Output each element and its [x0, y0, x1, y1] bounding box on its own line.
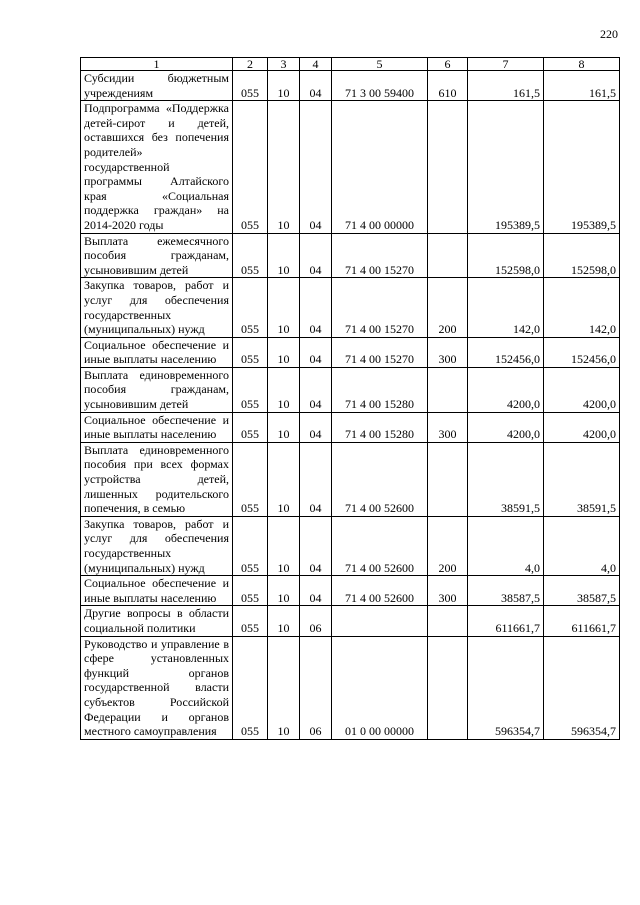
- row-sum-a: 4,0: [468, 516, 544, 575]
- row-ministry: 055: [233, 576, 268, 606]
- table-row: [81, 636, 620, 739]
- row-ministry: 055: [233, 101, 268, 233]
- row-target: 71 4 00 00000: [332, 101, 428, 233]
- row-subsection: 04: [300, 337, 332, 367]
- row-subsection: 04: [300, 412, 332, 442]
- row-sum-b: 596354,7: [544, 636, 620, 739]
- row-name: Социальное обеспечение и иные выплаты населению: [81, 337, 233, 367]
- table-row: [81, 71, 620, 101]
- row-sum-a: 4200,0: [468, 412, 544, 442]
- row-name: Выплата единовременного пособия при всех формах устройства детей, лишенных родительского попечения, в семью: [81, 442, 233, 516]
- col-header-3: 3: [268, 58, 300, 71]
- row-section: 10: [268, 278, 300, 337]
- page-number: 220: [600, 27, 618, 41]
- row-expense-type: [428, 442, 468, 516]
- row-target: 71 4 00 15280: [332, 367, 428, 412]
- row-name: Социальное обеспечение и иные выплаты населению: [81, 412, 233, 442]
- row-expense-type: 610: [428, 71, 468, 101]
- header-row: [81, 58, 620, 71]
- row-sum-a: 611661,7: [468, 606, 544, 636]
- row-ministry: 055: [233, 278, 268, 337]
- row-expense-type: 300: [428, 576, 468, 606]
- row-name: Другие вопросы в области социальной политики: [81, 606, 233, 636]
- row-target: 71 4 00 15270: [332, 233, 428, 278]
- row-section: 10: [268, 71, 300, 101]
- row-subsection: 04: [300, 71, 332, 101]
- row-section: 10: [268, 101, 300, 233]
- row-sum-b: 152456,0: [544, 337, 620, 367]
- row-name: Руководство и управление в сфере установленных функций органов государственной власти субъектов Российской Федерации и органов местного самоуправления: [81, 636, 233, 739]
- row-sum-b: 4200,0: [544, 367, 620, 412]
- row-subsection: 04: [300, 516, 332, 575]
- table-row: [81, 367, 620, 412]
- row-expense-type: [428, 636, 468, 739]
- col-header-6: 6: [428, 58, 468, 71]
- table-row: [81, 516, 620, 575]
- row-sum-a: 152456,0: [468, 337, 544, 367]
- col-header-7: 7: [468, 58, 544, 71]
- row-expense-type: [428, 233, 468, 278]
- row-section: 10: [268, 337, 300, 367]
- row-expense-type: 200: [428, 516, 468, 575]
- table-row: [81, 337, 620, 367]
- col-header-4: 4: [300, 58, 332, 71]
- row-sum-b: 38587,5: [544, 576, 620, 606]
- row-ministry: 055: [233, 442, 268, 516]
- row-section: 10: [268, 367, 300, 412]
- table-row: [81, 233, 620, 278]
- row-expense-type: [428, 606, 468, 636]
- row-sum-b: 152598,0: [544, 233, 620, 278]
- row-sum-b: 4200,0: [544, 412, 620, 442]
- table-row: [81, 442, 620, 516]
- row-target: 71 4 00 15270: [332, 337, 428, 367]
- row-expense-type: 300: [428, 412, 468, 442]
- row-section: 10: [268, 516, 300, 575]
- row-subsection: 04: [300, 101, 332, 233]
- table-row: [81, 101, 620, 233]
- row-name: Выплата единовременного пособия гражданам, усыновившим детей: [81, 367, 233, 412]
- budget-table: [80, 57, 620, 740]
- row-expense-type: [428, 101, 468, 233]
- row-subsection: 04: [300, 233, 332, 278]
- row-ministry: 055: [233, 71, 268, 101]
- row-sum-b: 195389,5: [544, 101, 620, 233]
- row-section: 10: [268, 576, 300, 606]
- row-target: 71 4 00 15270: [332, 278, 428, 337]
- row-name: Социальное обеспечение и иные выплаты населению: [81, 576, 233, 606]
- row-subsection: 04: [300, 278, 332, 337]
- row-sum-a: 161,5: [468, 71, 544, 101]
- row-ministry: 055: [233, 516, 268, 575]
- row-sum-a: 152598,0: [468, 233, 544, 278]
- row-sum-b: 4,0: [544, 516, 620, 575]
- table-row: [81, 606, 620, 636]
- row-section: 10: [268, 233, 300, 278]
- row-expense-type: 300: [428, 337, 468, 367]
- col-header-5: 5: [332, 58, 428, 71]
- row-sum-b: 38591,5: [544, 442, 620, 516]
- row-subsection: 04: [300, 367, 332, 412]
- row-sum-a: 142,0: [468, 278, 544, 337]
- row-sum-a: 38587,5: [468, 576, 544, 606]
- row-target: 71 3 00 59400: [332, 71, 428, 101]
- row-name: Закупка товаров, работ и услуг для обеспечения государственных (муниципальных) нужд: [81, 278, 233, 337]
- row-target: 01 0 00 00000: [332, 636, 428, 739]
- row-subsection: 06: [300, 606, 332, 636]
- row-target: 71 4 00 52600: [332, 442, 428, 516]
- table-row: [81, 278, 620, 337]
- row-subsection: 06: [300, 636, 332, 739]
- row-expense-type: [428, 367, 468, 412]
- table-row: [81, 576, 620, 606]
- row-ministry: 055: [233, 337, 268, 367]
- row-section: 10: [268, 606, 300, 636]
- row-name: Субсидии бюджетным учреждениям: [81, 71, 233, 101]
- row-sum-a: 38591,5: [468, 442, 544, 516]
- col-header-2: 2: [233, 58, 268, 71]
- row-target: 71 4 00 15280: [332, 412, 428, 442]
- row-ministry: 055: [233, 367, 268, 412]
- row-target: 71 4 00 52600: [332, 516, 428, 575]
- row-subsection: 04: [300, 576, 332, 606]
- table-row: [81, 412, 620, 442]
- row-section: 10: [268, 636, 300, 739]
- row-subsection: 04: [300, 442, 332, 516]
- row-ministry: 055: [233, 636, 268, 739]
- row-sum-a: 195389,5: [468, 101, 544, 233]
- row-sum-b: 161,5: [544, 71, 620, 101]
- col-header-1: 1: [81, 58, 233, 71]
- row-target: [332, 606, 428, 636]
- row-sum-b: 611661,7: [544, 606, 620, 636]
- row-sum-a: 4200,0: [468, 367, 544, 412]
- row-section: 10: [268, 412, 300, 442]
- row-target: 71 4 00 52600: [332, 576, 428, 606]
- row-ministry: 055: [233, 606, 268, 636]
- row-sum-a: 596354,7: [468, 636, 544, 739]
- col-header-8: 8: [544, 58, 620, 71]
- row-sum-b: 142,0: [544, 278, 620, 337]
- row-name: Подпрограмма «Поддержка детей-сирот и детей, оставшихся без попечения родителей» государственной программы Алтайского края «Социальная поддержка граждан» на 2014-2020 годы: [81, 101, 233, 233]
- row-name: Закупка товаров, работ и услуг для обеспечения государственных (муниципальных) нужд: [81, 516, 233, 575]
- row-section: 10: [268, 442, 300, 516]
- row-ministry: 055: [233, 233, 268, 278]
- row-ministry: 055: [233, 412, 268, 442]
- row-expense-type: 200: [428, 278, 468, 337]
- row-name: Выплата ежемесячного пособия гражданам, усыновившим детей: [81, 233, 233, 278]
